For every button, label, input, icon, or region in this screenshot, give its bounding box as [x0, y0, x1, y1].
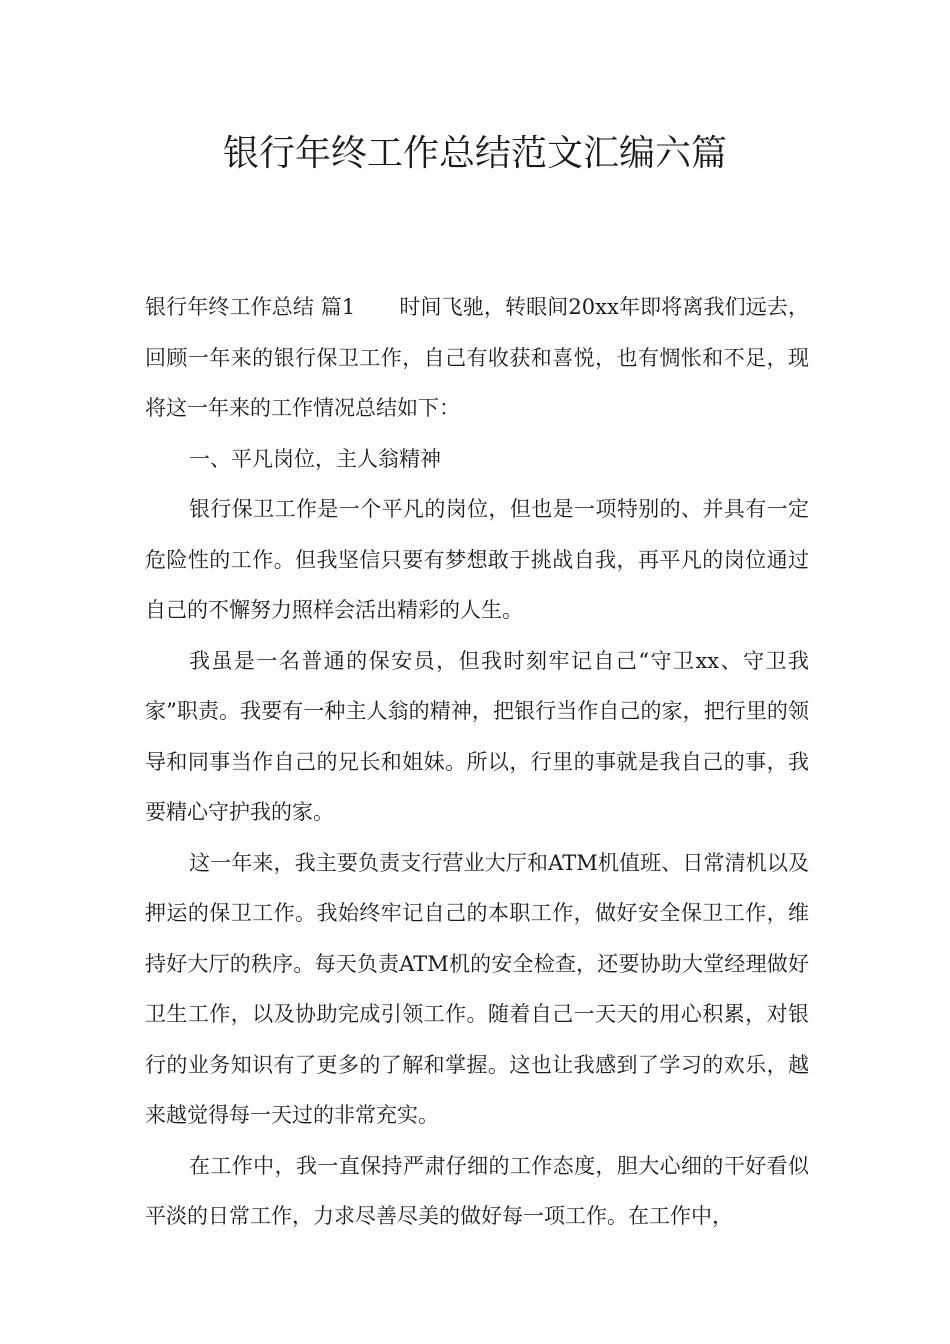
document-body — [145, 282, 809, 1242]
document-title: 银行年终工作总结范文汇编六篇 — [222, 133, 727, 174]
body-paragraph: 我虽是一名普通的保安员，但我时刻牢记自己“守卫xx、守卫我家”职责。我要有一种主人翁的精神，把银行当作自己的家，把行里的领导和同事当作自己的兄长和姐妹。所以，行里的事就是我自己的事，我要精心守护我的家。 — [145, 648, 809, 824]
intro-paragraph — [145, 282, 809, 434]
body-paragraph: 在工作中，我一直保持严肃仔细的工作态度，胆大心细的干好看似平淡的日常工作，力求尽善尽美的做好每一项工作。在工作中， — [145, 1153, 809, 1228]
body-paragraph: 银行保卫工作是一个平凡的岗位，但也是一项特别的、并具有一定危险性的工作。但我坚信只要有梦想敢于挑战自我，再平凡的岗位通过自己的不懈努力照样会活出精彩的人生。 — [145, 497, 809, 622]
intro-text: 时间飞驰，转眼间20xx年即将离我们远去，回顾一年来的银行保卫工作，自己有收获和喜悦，也有惆怅和不足，现将这一年来的工作情况总结如下： — [145, 295, 809, 420]
body-paragraph: 这一年来，我主要负责支行营业大厅和ATM机值班、日常清机以及押运的保卫工作。我始终牢记自己的本职工作，做好安全保卫工作，维持好大厅的秩序。每天负责ATM机的安全检查，还要协助大堂经理做好卫生工作，以及协助完成引领工作。随着自己一天天的用心积累，对银行的业务知识有了更多的了解和掌握。这也让我感到了学习的欢乐，越来越觉得每一天过的非常充实。 — [145, 850, 809, 1127]
section-label: 银行年终工作总结 篇1 — [145, 295, 356, 319]
subheading-paragraph: 一、平凡岗位，主人翁精神 — [189, 446, 441, 471]
